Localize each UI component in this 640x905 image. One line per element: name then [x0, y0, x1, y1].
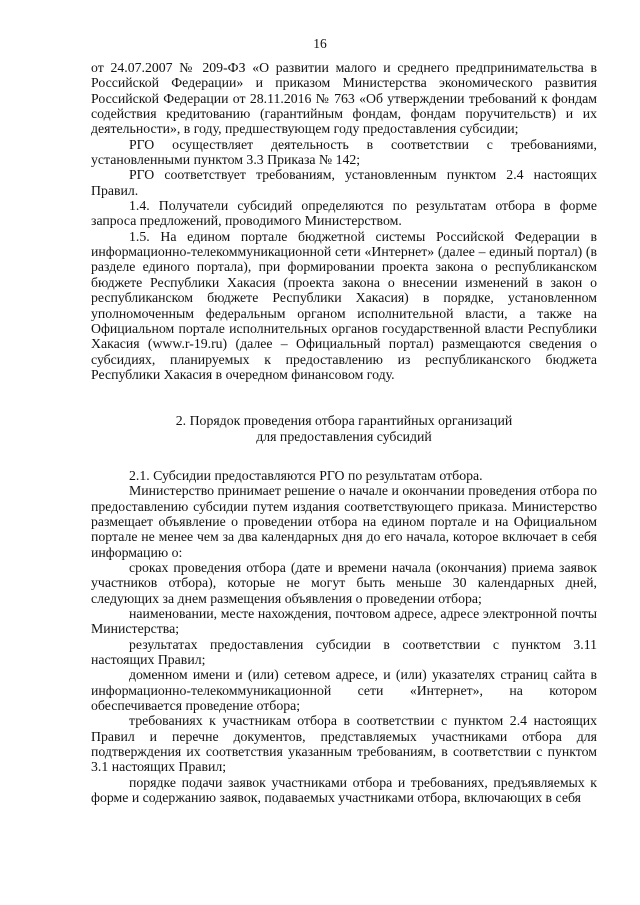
- page-number: 16: [313, 36, 327, 51]
- paragraph: требованиях к участникам отбора в соответствии с пунктом 2.4 настоящих Правил и перечне документов, представляемых участниками отбора для подтверждения их соответствия указанным требованиям, в соответствии с пунктом 3.1 настоящих Правил;: [91, 713, 597, 775]
- paragraph: наименовании, месте нахождения, почтовом адресе, адресе электронной почты Министерства;: [91, 606, 597, 637]
- section-title-line: для предоставления субсидий: [256, 428, 432, 444]
- paragraph: 2.1. Субсидии предоставляются РГО по результатам отбора.: [129, 467, 483, 483]
- paragraph: РГО осуществляет деятельность в соответствии с требованиями, установленными пунктом 3.3 Приказа № 142;: [91, 136, 597, 168]
- paragraph: порядке подачи заявок участниками отбора и требованиях, предъявляемых к форме и содержанию заявок, подаваемых участниками отбора, включающих в себя: [91, 774, 597, 806]
- paragraph: результатах предоставления субсидии в соответствии с пунктом 3.11 настоящих Правил;: [91, 636, 597, 668]
- paragraph: доменном имени и (или) сетевом адресе, и (или) указателях страниц сайта в информационно-телекоммуникационной сети «Интернет», на котором обеспечивается проведение отбора;: [91, 667, 597, 714]
- paragraph: Министерство принимает решение о начале и окончании проведения отбора по предоставлению субсидии путем издания соответствующего приказа. Министерство размещает объявление о проведении отбора на едином портале и на Официальном портале не менее чем за два календарных дня до его начала, которое включает в себя информацию о:: [91, 483, 597, 560]
- paragraph: РГО соответствует требованиям, установленным пунктом 2.4 настоящих Правил.: [91, 167, 597, 198]
- section-title-line: 2. Порядок проведения отбора гарантийных организаций: [175, 413, 513, 429]
- section-title: [91, 413, 597, 444]
- paragraph: от 24.07.2007 № 209-ФЗ «О развитии малого и среднего предпринимательства в Российской Федерации» и приказом Министерства экономического развития Российской Федерации от 28.11.2016 № 763 «Об утверждении требований к фондам содействия кредитованию (гарантийным фондам, фондам поручительств) и их деятельности», в году, предшествующем году предоставления субсидии;: [91, 60, 597, 137]
- document-body: [91, 60, 597, 805]
- paragraph: 1.5. На едином портале бюджетной системы Российской Федерации в информационно-телекоммуникационной сети «Интернет» (далее – единый портал) (в разделе единого портала), при формировании проекта закона о республиканском бюджете Республики Хакасия (проекта закона о внесении изменений в закон о республиканском бюджете Республики Хакасия) в порядке, установленном уполномоченным федеральным органом исполнительной власти, а также на Официальном портале исполнительных органов государственной власти Республики Хакасия (www.r-19.ru) (далее – Официальный портал) размещаются сведения о субсидиях, планируемых к предоставлению из республиканского бюджета Республики Хакасия в очередном финансовом году.: [91, 228, 597, 382]
- paragraph: 1.4. Получатели субсидий определяются по результатам отбора в форме запроса предложений, проводимого Министерством.: [91, 198, 597, 229]
- paragraph: сроках проведения отбора (дате и времени начала (окончания) приема заявок участников отбора), которые не могут быть меньше 30 календарных дней, следующих за днем размещения объявления о проведении отбора;: [91, 559, 597, 606]
